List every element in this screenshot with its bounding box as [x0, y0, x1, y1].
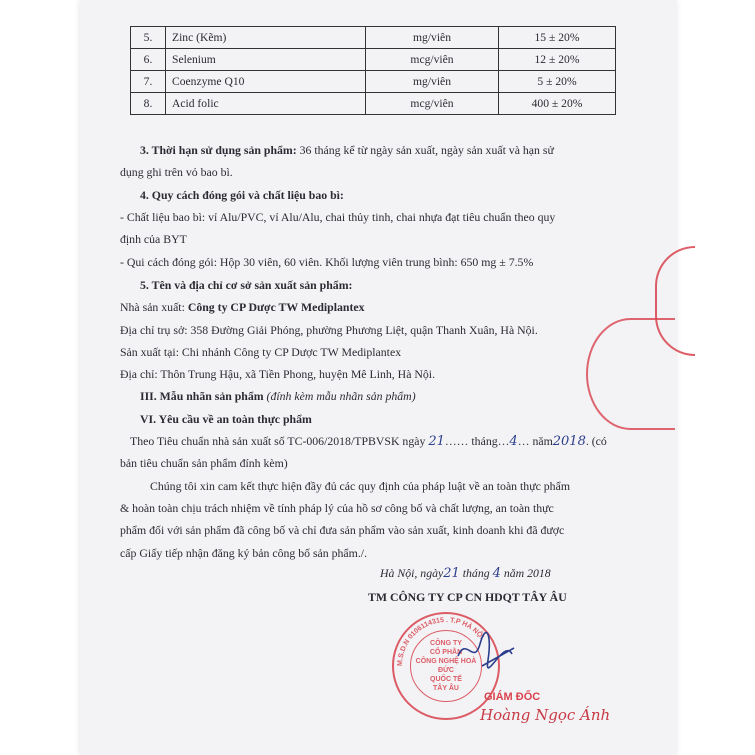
- nutrient-unit: mcg/viên: [366, 49, 499, 71]
- standard-prefix: Theo Tiêu chuẩn nhà sản xuất số TC-006/2018/TPBVSK ngày: [130, 434, 426, 448]
- standard-year: 2018: [552, 434, 586, 449]
- headquarters-address: Địa chỉ trụ sở: 358 Đường Giải Phóng, phường Phương Liệt, quận Thanh Xuân, Hà Nội.: [120, 323, 538, 337]
- director-name: Hoàng Ngọc Ánh: [480, 706, 611, 724]
- director-title: GIÁM ĐỐC: [484, 691, 541, 703]
- nutrient-value: 15 ± 20%: [499, 27, 616, 49]
- table-row: [131, 27, 616, 49]
- label-sample-note: (đính kèm mẫu nhãn sản phẩm): [263, 389, 416, 403]
- date-year: năm 2018: [503, 566, 551, 580]
- standard-line-2: bản tiêu chuẩn sản phẩm đính kèm): [120, 456, 288, 470]
- date-line: [380, 566, 551, 581]
- production-site: Sản xuất tại: Chi nhánh Công ty CP Dược TW Mediplantex: [120, 345, 402, 359]
- commitment-line-2: & hoàn toàn chịu trách nhiệm về tính pháp lý của hồ sơ công bố và chất lượng, an toàn thực: [120, 501, 554, 515]
- nutrient-table: [130, 26, 616, 115]
- packaging-spec: - Qui cách đóng gói: Hộp 30 viên, 60 viên. Khối lượng viên trung bình: 650 mg ± 7.5%: [120, 255, 534, 269]
- manufacturer-heading: 5. Tên và địa chỉ cơ sở sản xuất sản phẩm:: [140, 278, 353, 292]
- nutrient-name: Coenzyme Q10: [166, 71, 366, 93]
- nutrient-value: 400 ± 20%: [499, 93, 616, 115]
- standard-day: 21: [428, 434, 445, 449]
- nutrient-name: Zinc (Kẽm): [166, 27, 366, 49]
- seal-line: CỔ PHẦN: [429, 649, 463, 656]
- table-row: [131, 71, 616, 93]
- factory-address: Địa chỉ: Thôn Trung Hậu, xã Tiền Phong, huyện Mê Linh, Hà Nội.: [120, 367, 436, 381]
- table-row: [131, 49, 616, 71]
- commitment-line-3: phẩm đối với sản phẩm đã công bố và chỉ đưa sản phẩm vào sản xuất, kinh doanh khi đã được: [120, 523, 565, 537]
- signature-icon: [452, 626, 522, 676]
- nutrient-unit: mcg/viên: [366, 93, 499, 115]
- nutrient-value: 12 ± 20%: [499, 49, 616, 71]
- commitment-line-4: cấp Giấy tiếp nhận đăng ký bản công bố sản phẩm./.: [120, 546, 368, 560]
- date-place: Hà Nội, ngày: [380, 566, 444, 580]
- shelf-life-text-2: dụng ghi trên vỏ bao bì.: [120, 165, 233, 179]
- label-sample-line: [140, 389, 416, 404]
- nutrient-unit: mg/viên: [366, 27, 499, 49]
- table-row: [131, 93, 616, 115]
- seal-line: QUỐC TẾ: [430, 676, 462, 683]
- manufacturer-line: [120, 300, 365, 315]
- standard-line: Theo Tiêu chuẩn nhà sản xuất số TC-006/2018/TPBVSK ngày 21…… tháng…4… năm2018. (có: [130, 434, 607, 449]
- packaging-heading: 4. Quy cách đóng gói và chất liệu bao bì:: [140, 188, 344, 202]
- partial-seal-icon: [586, 318, 675, 430]
- seal-line: CÔNG TY: [430, 640, 462, 647]
- nutrient-value: 5 ± 20%: [499, 71, 616, 93]
- seal-line: TÂY ÂU: [433, 685, 459, 692]
- date-month: 4: [492, 566, 501, 581]
- signatory-org: TM CÔNG TY CP CN HDQT TÂY ÂU: [368, 590, 567, 604]
- packaging-material: - Chất liệu bao bì: vỉ Alu/PVC, vỉ Alu/Alu, chai thủy tinh, chai nhựa đạt tiêu chuẩn theo quy: [120, 210, 556, 224]
- row-number: 8.: [131, 93, 166, 115]
- date-month-label: tháng: [462, 566, 490, 580]
- nutrient-unit: mg/viên: [366, 71, 499, 93]
- manufacturer-label: Nhà sản xuất:: [120, 300, 188, 314]
- row-number: 6.: [131, 49, 166, 71]
- packaging-material-2: định của BYT: [120, 232, 187, 246]
- standard-year-label: năm: [532, 434, 553, 448]
- standard-suffix: . (có: [585, 434, 607, 448]
- shelf-life-paragraph: [140, 143, 554, 158]
- row-number: 7.: [131, 71, 166, 93]
- shelf-life-heading: 3. Thời hạn sử dụng sản phẩm:: [140, 143, 297, 157]
- date-day: 21: [443, 566, 460, 581]
- shelf-life-text: 36 tháng kể từ ngày sản xuất, ngày sản xuất và hạn sử: [296, 143, 554, 157]
- row-number: 5.: [131, 27, 166, 49]
- seal-line: CÔNG NGHỆ HOÀ ĐỨC: [415, 658, 477, 674]
- label-sample-heading: III. Mẫu nhãn sản phẩm: [140, 389, 264, 403]
- food-safety-heading: VI. Yêu cầu về an toàn thực phẩm: [140, 412, 312, 426]
- nutrient-name: Acid folic: [166, 93, 366, 115]
- standard-month: 4: [509, 434, 518, 449]
- manufacturer-name: Công ty CP Dược TW Mediplantex: [187, 300, 365, 314]
- nutrient-name: Selenium: [166, 49, 366, 71]
- standard-month-label: tháng: [471, 434, 498, 448]
- seal-ring-text: M.S.D.N 0106114315 . T.P HÀ NỘI: [396, 616, 485, 667]
- commitment-line-1: Chúng tôi xin cam kết thực hiện đầy đủ các quy định của pháp luật về an toàn thực phẩm: [150, 479, 570, 493]
